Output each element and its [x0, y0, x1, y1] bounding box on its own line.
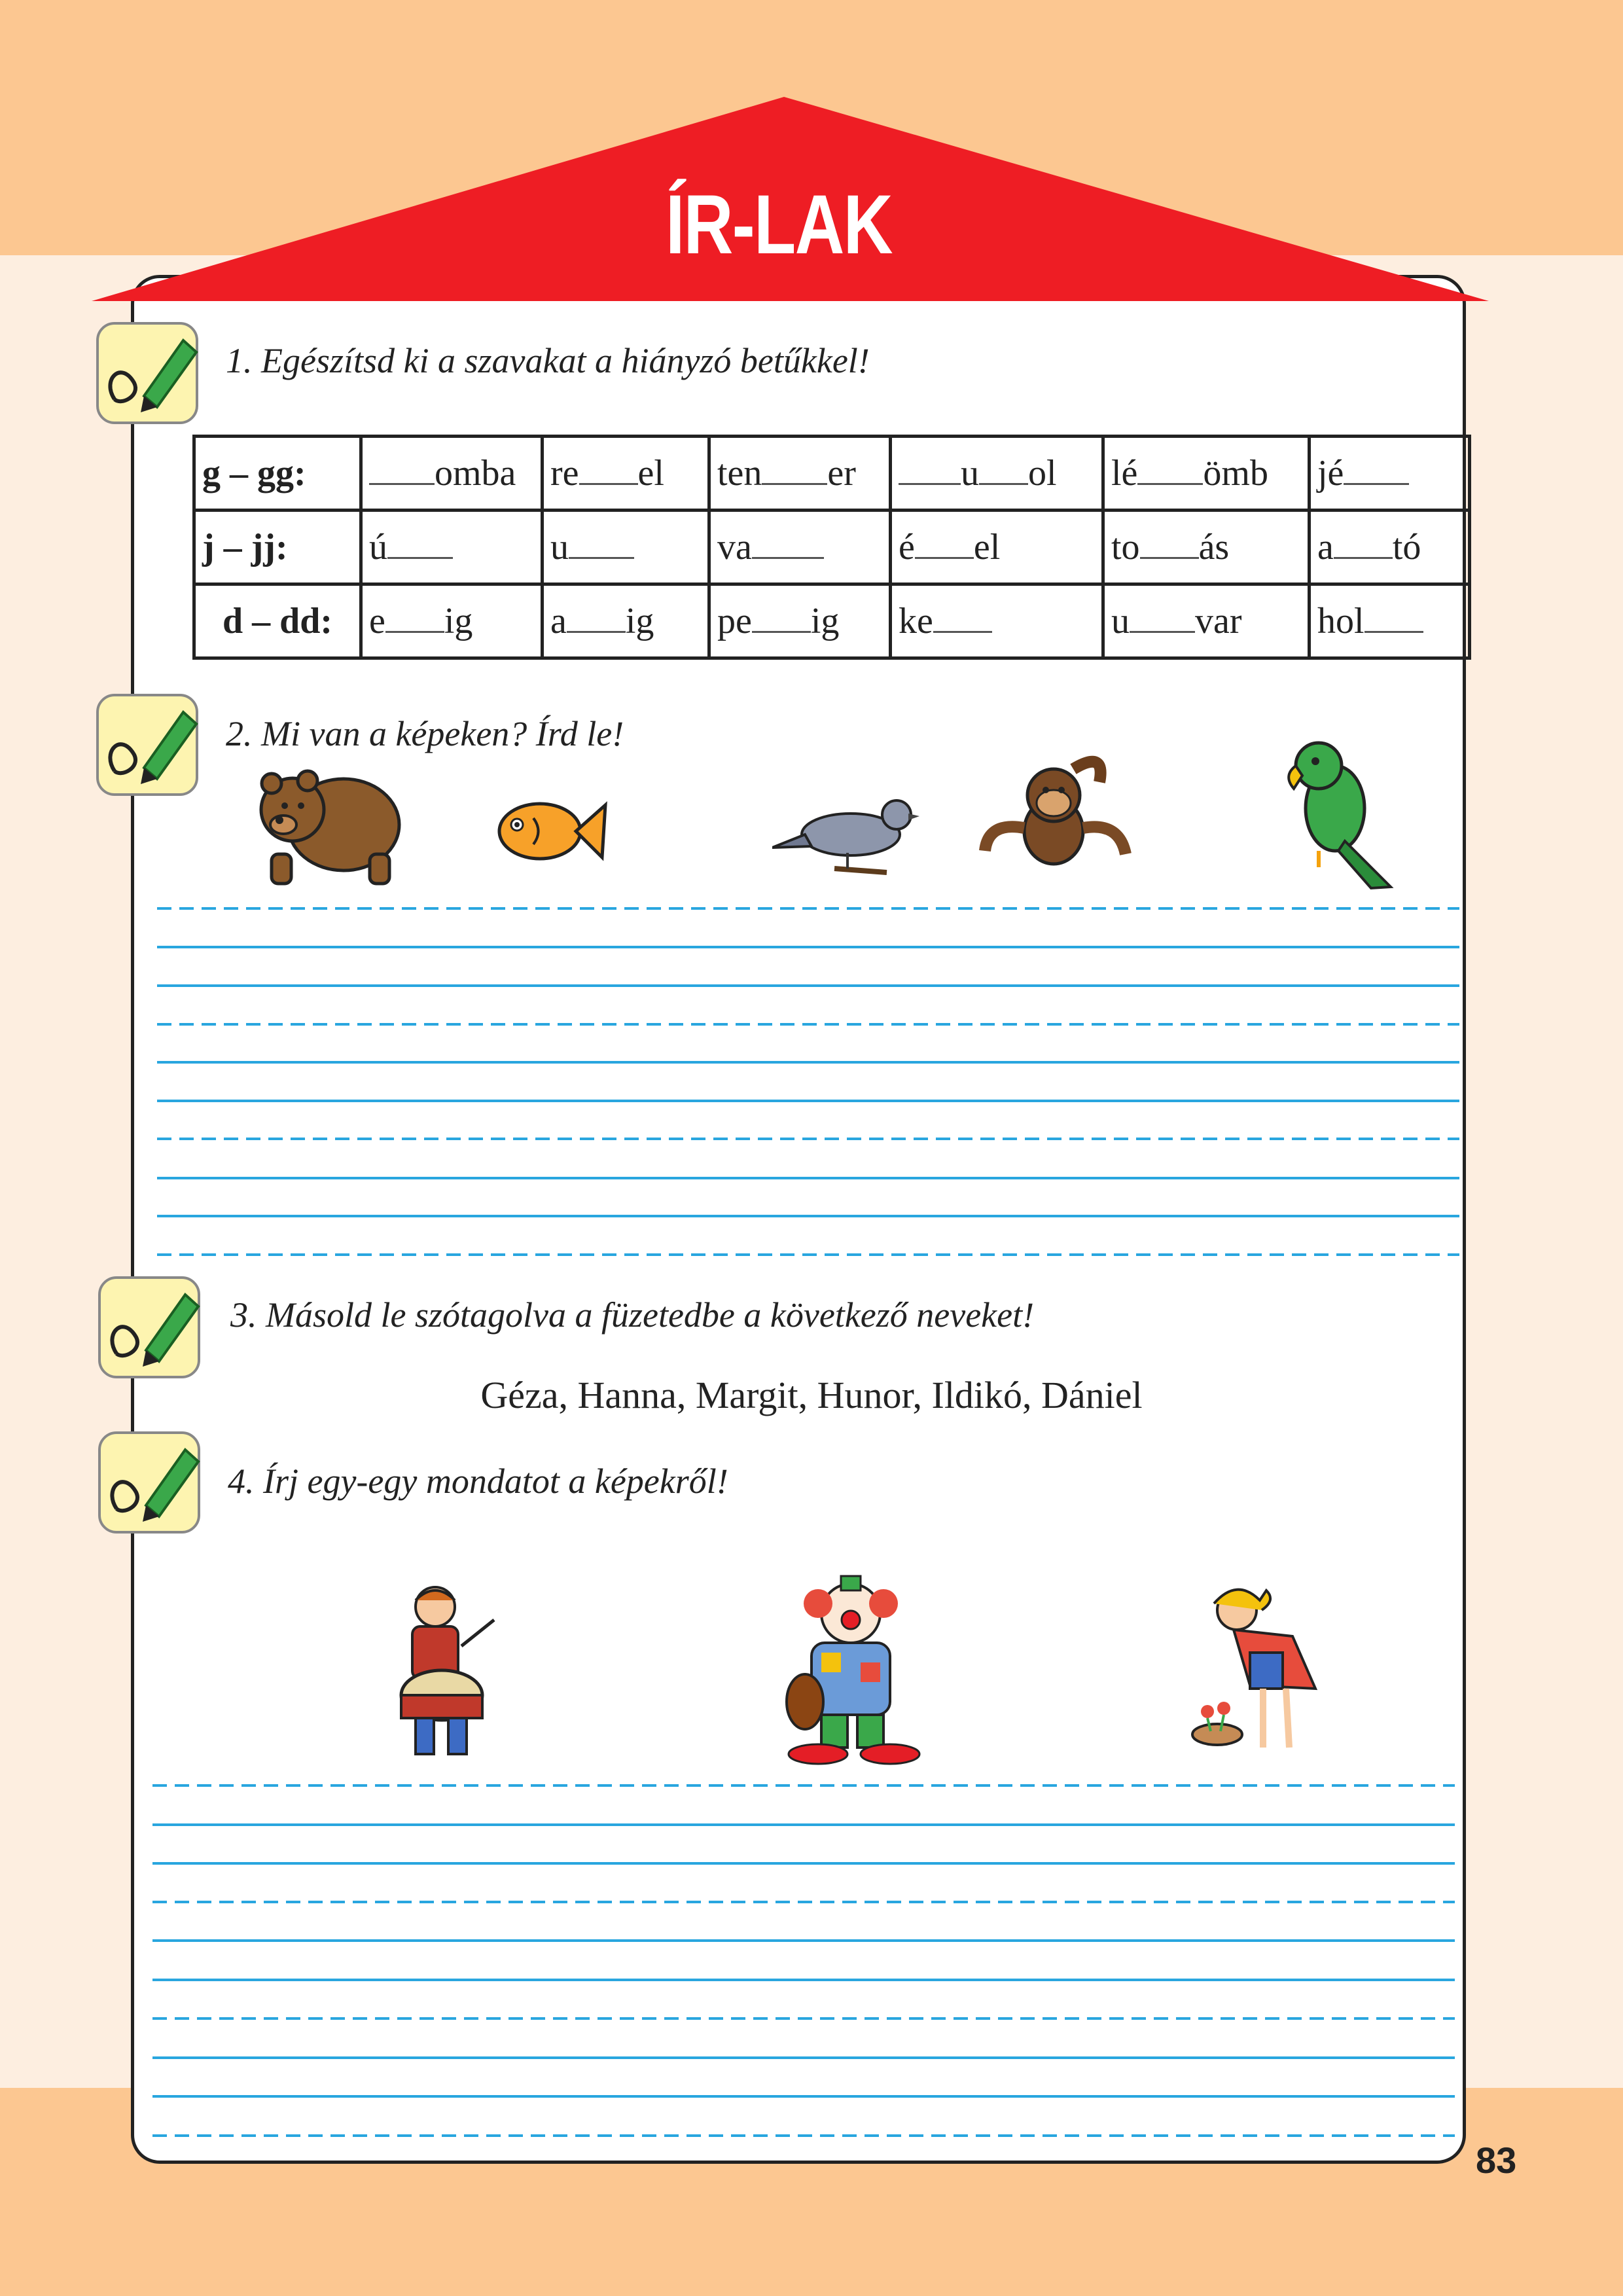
word-part: ömb [1203, 453, 1268, 493]
word-part: ig [810, 601, 840, 641]
word-cell[interactable] [543, 511, 709, 584]
task-2-instruction: 2. Mi van a képeken? Írd le! [226, 714, 624, 753]
word-cell[interactable] [1310, 584, 1470, 658]
word-part: a [1317, 527, 1334, 567]
word-part: a [550, 601, 567, 641]
word-part: jé [1317, 453, 1344, 493]
task-3-instruction: 3. Másold le szótagolva a füzetedbe a következő neveket! [230, 1295, 1035, 1335]
writing-lines-task-4[interactable] [149, 1780, 1458, 2144]
parrot-picture [1279, 736, 1394, 890]
word-part: u [1111, 601, 1130, 641]
word-cell[interactable] [709, 511, 891, 584]
word-part: hol [1317, 601, 1364, 641]
monkey-picture [975, 743, 1135, 880]
word-cell[interactable] [543, 584, 709, 658]
word-part: va [717, 527, 752, 567]
word-cell[interactable] [891, 437, 1103, 511]
word-cell[interactable] [361, 511, 543, 584]
word-part: ú [369, 527, 387, 567]
word-part: ás [1198, 527, 1230, 567]
word-part: ke [899, 601, 933, 641]
page-title: ÍR-LAK [666, 178, 892, 272]
word-part: omba [435, 453, 516, 493]
pencil-writing-icon [95, 692, 200, 797]
word-part: u [550, 527, 569, 567]
task-4-instruction: 4. Írj egy-egy mondatot a képekről! [228, 1462, 728, 1501]
word-cell[interactable] [709, 584, 891, 658]
letter-table [192, 435, 1471, 660]
word-cell[interactable] [1310, 437, 1470, 511]
girl-watering-flowers-picture [1178, 1574, 1338, 1764]
bear-picture [252, 756, 402, 890]
word-part: re [550, 453, 579, 493]
word-part: tó [1392, 527, 1421, 567]
row-label: g – gg: [194, 437, 361, 511]
word-cell[interactable] [1103, 437, 1310, 511]
row-label: j – jj: [194, 511, 361, 584]
word-cell[interactable] [1310, 511, 1470, 584]
word-cell[interactable] [891, 584, 1103, 658]
pigeon-picture [772, 782, 919, 880]
word-cell[interactable] [1103, 511, 1310, 584]
pencil-writing-icon [95, 321, 200, 425]
word-part: er [827, 453, 856, 493]
table-row [194, 584, 1470, 658]
clown-with-violin-picture [766, 1571, 936, 1767]
task-1-instruction: 1. Egészítsd ki a szavakat a hiányzó betűkkel! [226, 341, 870, 380]
word-part: var [1195, 601, 1242, 641]
word-part: ol [1028, 453, 1057, 493]
names-to-copy: Géza, Hanna, Margit, Hunor, Ildikó, Dániel [480, 1374, 1143, 1416]
word-part: el [637, 453, 664, 493]
word-cell[interactable] [361, 584, 543, 658]
row-label: d – dd: [194, 584, 361, 658]
pencil-writing-icon [97, 1275, 202, 1380]
word-part: pe [717, 601, 752, 641]
word-part: el [973, 527, 1001, 567]
word-part: u [961, 453, 979, 493]
word-part: ig [625, 601, 654, 641]
word-cell[interactable] [361, 437, 543, 511]
word-part: e [369, 601, 385, 641]
word-cell[interactable] [891, 511, 1103, 584]
word-cell[interactable] [1103, 584, 1310, 658]
table-row [194, 511, 1470, 584]
word-part: lé [1111, 453, 1138, 493]
writing-lines-task-2[interactable] [154, 903, 1463, 1263]
fish-picture [494, 795, 609, 867]
word-cell[interactable] [543, 437, 709, 511]
pencil-writing-icon [97, 1430, 202, 1535]
word-part: ten [717, 453, 762, 493]
word-part: é [899, 527, 915, 567]
word-part: ig [444, 601, 473, 641]
drummer-boy-picture [389, 1581, 504, 1764]
table-row [194, 437, 1470, 511]
page-number: 83 [1476, 2140, 1517, 2181]
word-part: to [1111, 527, 1140, 567]
word-cell[interactable] [709, 437, 891, 511]
